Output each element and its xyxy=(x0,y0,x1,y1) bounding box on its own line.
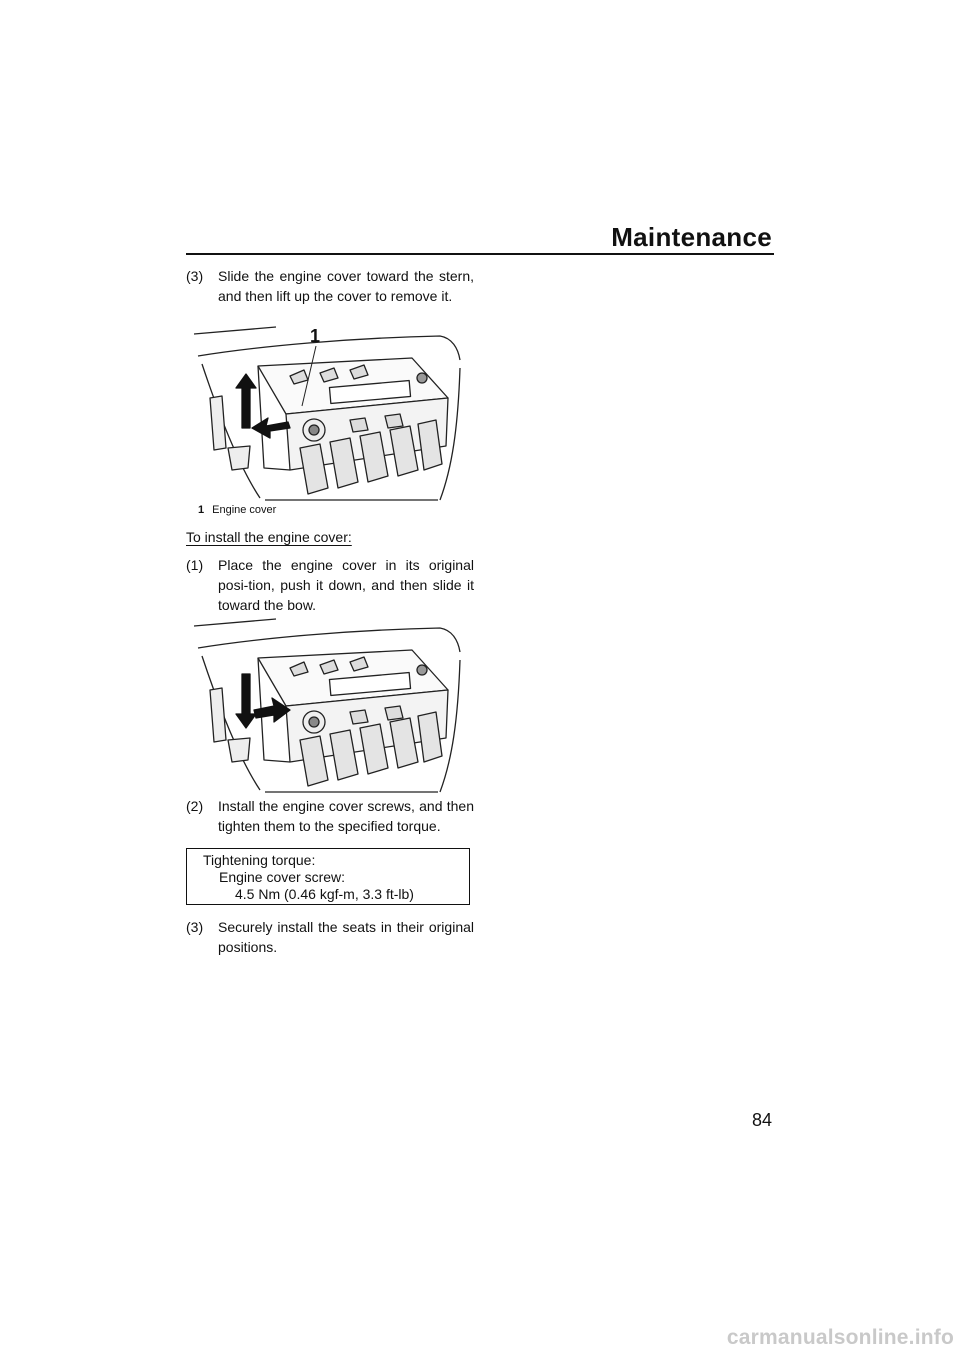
step-text: Slide the engine cover toward the stern, and then lift up the cover to remove it. xyxy=(218,268,474,304)
spec-item: Engine cover screw: xyxy=(219,869,346,885)
page-number: 84 xyxy=(751,1110,772,1130)
step-text: Securely install the seats in their original positions. xyxy=(218,919,474,955)
engine-cover-installation-illustration xyxy=(190,610,470,795)
spec-value: 4.5 Nm (0.46 kgf-m, 3.3 ft-lb) xyxy=(235,886,414,902)
callout-number: 1 xyxy=(310,326,321,346)
step-number: (3) xyxy=(186,919,204,935)
step-number: (1) xyxy=(186,557,204,573)
figure-caption xyxy=(198,504,276,516)
install-heading: To install the engine cover: xyxy=(186,529,352,545)
caption-number: 1 xyxy=(198,504,205,516)
step-install-3 xyxy=(186,917,474,957)
engine-cover-removal-illustration xyxy=(190,318,470,503)
step-number: (3) xyxy=(186,268,204,284)
step-number: (2) xyxy=(186,798,204,814)
step-remove-3 xyxy=(186,266,474,306)
header-divider xyxy=(186,253,774,255)
caption-text: Engine cover xyxy=(212,504,277,516)
step-text: Place the engine cover in its original posi-tion, push it down, and then slide it toward the bow. xyxy=(218,557,474,613)
step-install-2 xyxy=(186,796,474,836)
step-text: Install the engine cover screws, and then tighten them to the specified torque. xyxy=(218,798,474,834)
step-install-1 xyxy=(186,555,474,615)
torque-spec-box xyxy=(186,848,470,905)
spec-label: Tightening torque: xyxy=(203,852,316,868)
section-title: Maintenance xyxy=(611,222,772,252)
watermark: carmanualsonline.info xyxy=(726,1326,954,1349)
